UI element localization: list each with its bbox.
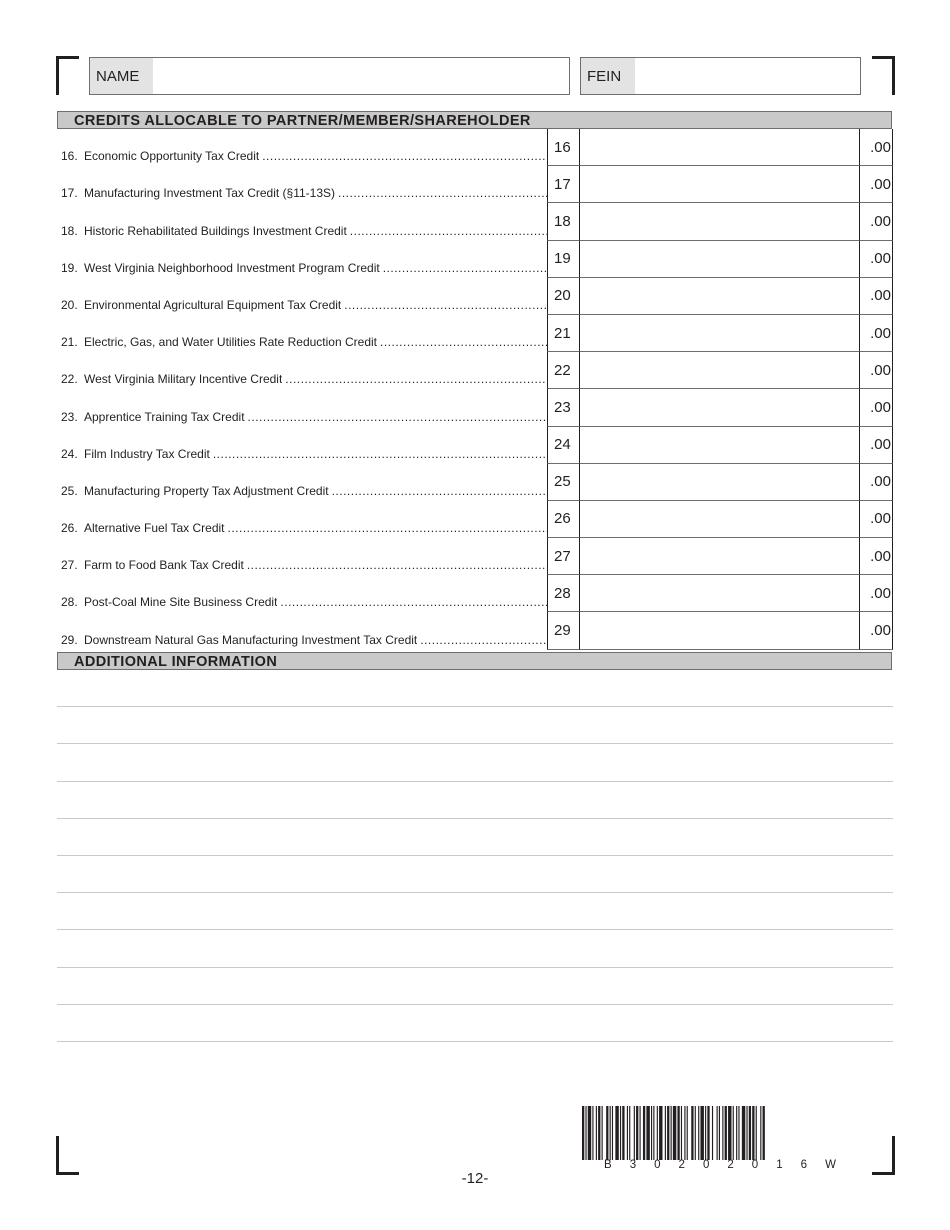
- additional-info-input[interactable]: [57, 856, 897, 894]
- credit-item-number: 20.: [61, 297, 78, 312]
- leader-dots: [213, 447, 547, 461]
- line-number: 19: [547, 241, 580, 278]
- cents-suffix: .00: [860, 352, 893, 389]
- line-number: 20: [547, 278, 580, 315]
- barcode-bar: [610, 1106, 611, 1160]
- barcode-bar: [681, 1106, 682, 1160]
- credit-amount-input[interactable]: [580, 315, 859, 351]
- leader-dots: [420, 633, 547, 647]
- credit-label: Film Industry Tax Credit: [84, 446, 210, 461]
- credit-amount-field[interactable]: [580, 241, 860, 278]
- leader-dots: [262, 149, 547, 163]
- leader-dots: [332, 484, 547, 498]
- credits-section-header: CREDITS ALLOCABLE TO PARTNER/MEMBER/SHAREHOLDER: [57, 111, 892, 129]
- additional-info-line[interactable]: [57, 819, 893, 856]
- cents-suffix: .00: [860, 501, 893, 538]
- credit-row: [57, 575, 893, 612]
- credit-amount-field[interactable]: [580, 427, 860, 464]
- cents-suffix: .00: [860, 427, 893, 464]
- credit-amount-field[interactable]: [580, 278, 860, 315]
- credit-label: Apprentice Training Tax Credit: [84, 409, 245, 424]
- additional-information-header: ADDITIONAL INFORMATION: [57, 652, 892, 670]
- barcode-bar: [615, 1106, 618, 1160]
- credit-amount-field[interactable]: [580, 501, 860, 538]
- credit-label: Manufacturing Investment Tax Credit (§11-13S): [84, 186, 336, 201]
- credit-description: [57, 501, 547, 538]
- credit-item-number: 16.: [61, 149, 78, 164]
- credits-table: [57, 129, 893, 650]
- credit-amount-field[interactable]: [580, 203, 860, 240]
- credit-description: [57, 575, 547, 612]
- additional-info-line[interactable]: [57, 1005, 893, 1042]
- leader-dots: [285, 372, 547, 386]
- additional-info-input[interactable]: [57, 744, 897, 782]
- additional-info-input[interactable]: [57, 930, 897, 968]
- line-number: 25: [547, 464, 580, 501]
- credit-description: [57, 352, 547, 389]
- credit-item-number: 23.: [61, 409, 78, 424]
- barcode-bar: [728, 1106, 731, 1160]
- barcode-bar: [705, 1106, 706, 1160]
- barcode-bar: [640, 1106, 641, 1160]
- barcode-bar: [756, 1106, 757, 1160]
- cents-suffix: .00: [860, 241, 893, 278]
- line-number: 26: [547, 501, 580, 538]
- line-number: 27: [547, 538, 580, 575]
- credit-row: [57, 612, 893, 649]
- line-number: 17: [547, 166, 580, 203]
- credit-row: [57, 427, 893, 464]
- additional-info-line[interactable]: [57, 930, 893, 967]
- leader-dots: [380, 335, 547, 349]
- additional-info-line[interactable]: [57, 856, 893, 893]
- credit-item-number: 25.: [61, 483, 78, 498]
- credit-label: West Virginia Military Incentive Credit: [84, 372, 283, 387]
- barcode-character: 6: [800, 1159, 808, 1171]
- credit-row: [57, 241, 893, 278]
- credit-description: [57, 389, 547, 426]
- barcode-bar: [622, 1106, 624, 1160]
- credit-amount-field[interactable]: [580, 129, 860, 166]
- fein-field-box: [580, 57, 861, 95]
- credit-amount-field[interactable]: [580, 389, 860, 426]
- credit-amount-input[interactable]: [580, 278, 859, 314]
- fein-input[interactable]: [635, 58, 860, 94]
- barcode-bar: [592, 1106, 593, 1160]
- credit-label: Manufacturing Property Tax Adjustment Credit: [84, 483, 329, 498]
- barcode-bar: [742, 1106, 745, 1160]
- credit-amount-input[interactable]: [580, 612, 859, 648]
- credit-row: [57, 464, 893, 501]
- additional-info-line[interactable]: [57, 968, 893, 1005]
- credit-row: [57, 129, 893, 166]
- credit-amount-input[interactable]: [580, 352, 859, 388]
- barcode-bar: [582, 1106, 584, 1160]
- credit-item-number: 27.: [61, 558, 78, 573]
- cents-suffix: .00: [860, 389, 893, 426]
- cents-suffix: .00: [860, 538, 893, 575]
- cents-suffix: .00: [860, 612, 893, 649]
- leader-dots: [247, 558, 547, 572]
- barcode-bar: [651, 1106, 652, 1160]
- credit-amount-field[interactable]: [580, 464, 860, 501]
- credit-item-number: 17.: [61, 186, 78, 201]
- barcode-bar: [612, 1106, 613, 1160]
- barcode-bar: [585, 1106, 586, 1160]
- barcode-bar: [684, 1106, 685, 1160]
- barcode-character: 3: [629, 1159, 637, 1171]
- barcode-character: 0: [751, 1159, 759, 1171]
- additional-info-input[interactable]: [57, 1005, 897, 1043]
- credit-amount-input[interactable]: [580, 501, 859, 537]
- credit-item-number: 29.: [61, 632, 78, 647]
- credit-amount-input[interactable]: [580, 427, 859, 463]
- additional-info-input[interactable]: [57, 782, 897, 820]
- line-number: 16: [547, 129, 580, 166]
- barcode-bar: [643, 1106, 645, 1160]
- barcode-bar: [736, 1106, 737, 1160]
- registration-mark-top-left: [56, 56, 79, 95]
- additional-info-input[interactable]: [57, 968, 897, 1006]
- credit-amount-field[interactable]: [580, 575, 860, 612]
- barcode-bar: [673, 1106, 676, 1160]
- credit-row: [57, 389, 893, 426]
- credit-item-number: 19.: [61, 260, 78, 275]
- credit-label: Electric, Gas, and Water Utilities Rate Reduction Credit: [84, 335, 377, 350]
- credit-amount-field[interactable]: [580, 352, 860, 389]
- additional-info-line[interactable]: [57, 670, 893, 707]
- credit-row: [57, 166, 893, 203]
- barcode-bar: [636, 1106, 638, 1160]
- cents-suffix: .00: [860, 166, 893, 203]
- credit-description: [57, 166, 547, 203]
- barcode-bar: [691, 1106, 693, 1160]
- barcode-bar: [671, 1106, 672, 1160]
- credit-description: [57, 203, 547, 240]
- barcode-bars: [582, 1106, 848, 1160]
- line-number: 18: [547, 203, 580, 240]
- barcode-character: W: [825, 1159, 836, 1171]
- credit-label: Alternative Fuel Tax Credit: [84, 521, 225, 536]
- cents-suffix: .00: [860, 203, 893, 240]
- credit-label: Downstream Natural Gas Manufacturing Investment Tax Credit: [84, 632, 418, 647]
- credit-amount-input[interactable]: [580, 129, 859, 165]
- credit-item-number: 21.: [61, 335, 78, 350]
- barcode-bar: [752, 1106, 754, 1160]
- barcode-character: 0: [654, 1159, 661, 1171]
- barcode: [582, 1106, 850, 1160]
- cents-suffix: .00: [860, 278, 893, 315]
- barcode-character: B: [604, 1159, 612, 1171]
- additional-info-input[interactable]: [57, 707, 897, 745]
- credit-amount-input[interactable]: [580, 203, 859, 239]
- credit-amount-input[interactable]: [580, 538, 859, 574]
- leader-dots: [280, 595, 547, 609]
- barcode-bar: [763, 1106, 765, 1160]
- barcode-bar: [749, 1106, 751, 1160]
- barcode-bar: [588, 1106, 591, 1160]
- barcode-bar: [695, 1106, 696, 1160]
- barcode-bar: [738, 1106, 739, 1160]
- credit-description: [57, 278, 547, 315]
- credit-amount-field[interactable]: [580, 612, 860, 649]
- credit-description: [57, 538, 547, 575]
- cents-suffix: .00: [860, 464, 893, 501]
- barcode-bar: [746, 1106, 747, 1160]
- barcode-character: 2: [678, 1159, 685, 1171]
- credit-row: [57, 501, 893, 538]
- barcode-bar: [667, 1106, 669, 1160]
- credit-amount-field[interactable]: [580, 166, 860, 203]
- credit-item-number: 18.: [61, 223, 78, 238]
- credit-description: [57, 241, 547, 278]
- barcode-bar: [629, 1106, 630, 1160]
- leader-dots: [248, 410, 547, 424]
- line-number: 21: [547, 315, 580, 352]
- leader-dots: [338, 186, 547, 200]
- leader-dots: [350, 224, 547, 238]
- line-number: 22: [547, 352, 580, 389]
- barcode-bar: [657, 1106, 658, 1160]
- credit-row: [57, 278, 893, 315]
- barcode-bar: [598, 1106, 600, 1160]
- line-number: 29: [547, 612, 580, 649]
- credit-amount-input[interactable]: [580, 241, 859, 277]
- barcode-bar: [665, 1106, 666, 1160]
- name-label: NAME: [90, 58, 153, 94]
- credit-row: [57, 538, 893, 575]
- credit-description: [57, 464, 547, 501]
- credit-item-number: 24.: [61, 446, 78, 461]
- credit-item-number: 26.: [61, 521, 78, 536]
- barcode-bar: [760, 1106, 761, 1160]
- leader-dots: [383, 261, 547, 275]
- barcode-bar: [733, 1106, 734, 1160]
- credit-amount-field[interactable]: [580, 315, 860, 352]
- credit-amount-input[interactable]: [580, 389, 859, 425]
- line-number: 23: [547, 389, 580, 426]
- barcode-bar: [687, 1106, 688, 1160]
- barcode-bar: [627, 1106, 628, 1160]
- barcode-bar: [659, 1106, 662, 1160]
- barcode-bar: [596, 1106, 597, 1160]
- credit-item-number: 22.: [61, 372, 78, 387]
- barcode-bar: [719, 1106, 720, 1160]
- credit-amount-input[interactable]: [580, 166, 859, 202]
- credit-row: [57, 352, 893, 389]
- name-input[interactable]: [153, 58, 569, 94]
- barcode-bar: [712, 1106, 713, 1160]
- credit-amount-field[interactable]: [580, 538, 860, 575]
- registration-mark-top-right: [872, 56, 895, 95]
- barcode-character: 0: [702, 1159, 710, 1171]
- additional-info-line[interactable]: [57, 744, 893, 781]
- cents-suffix: .00: [860, 315, 893, 352]
- fein-label: FEIN: [581, 58, 635, 94]
- credit-description: [57, 129, 547, 166]
- credit-description: [57, 612, 547, 649]
- credit-label: West Virginia Neighborhood Investment Program Credit: [84, 260, 380, 275]
- barcode-bar: [707, 1106, 709, 1160]
- credit-row: [57, 315, 893, 352]
- credit-description: [57, 315, 547, 352]
- barcode-bar: [646, 1106, 649, 1160]
- credit-label: Historic Rehabilitated Buildings Investment Credit: [84, 223, 347, 238]
- credit-description: [57, 427, 547, 464]
- barcode-bar: [700, 1106, 703, 1160]
- credit-amount-input[interactable]: [580, 464, 859, 500]
- additional-info-input[interactable]: [57, 670, 897, 708]
- barcode-bar: [717, 1106, 718, 1160]
- additional-info-line[interactable]: [57, 707, 893, 744]
- name-field-box: [89, 57, 570, 95]
- barcode-bar: [677, 1106, 679, 1160]
- additional-information-lines: [57, 670, 893, 1042]
- cents-suffix: .00: [860, 129, 893, 166]
- credit-amount-input[interactable]: [580, 575, 859, 611]
- barcode-bar: [606, 1106, 608, 1160]
- barcode-character: 1: [776, 1159, 783, 1171]
- barcode-bar: [722, 1106, 723, 1160]
- credit-label: Environmental Agricultural Equipment Tax Credit: [84, 297, 342, 312]
- additional-info-input[interactable]: [57, 893, 897, 931]
- barcode-bar: [620, 1106, 621, 1160]
- leader-dots: [228, 521, 547, 535]
- additional-info-line[interactable]: [57, 782, 893, 819]
- barcode-bar: [698, 1106, 699, 1160]
- leader-dots: [344, 298, 547, 312]
- barcode-bar: [602, 1106, 603, 1160]
- additional-info-input[interactable]: [57, 819, 897, 857]
- cents-suffix: .00: [860, 575, 893, 612]
- credit-label: Post-Coal Mine Site Business Credit: [84, 595, 278, 610]
- line-number: 28: [547, 575, 580, 612]
- barcode-character: 2: [727, 1159, 734, 1171]
- barcode-bar: [653, 1106, 654, 1160]
- credit-row: [57, 203, 893, 240]
- barcode-bar: [634, 1106, 635, 1160]
- page-number: -12-: [461, 1170, 489, 1187]
- credit-label: Farm to Food Bank Tax Credit: [84, 558, 244, 573]
- line-number: 24: [547, 427, 580, 464]
- barcode-bar: [725, 1106, 727, 1160]
- credit-label: Economic Opportunity Tax Credit: [84, 149, 260, 164]
- additional-info-line[interactable]: [57, 893, 893, 930]
- credit-item-number: 28.: [61, 595, 78, 610]
